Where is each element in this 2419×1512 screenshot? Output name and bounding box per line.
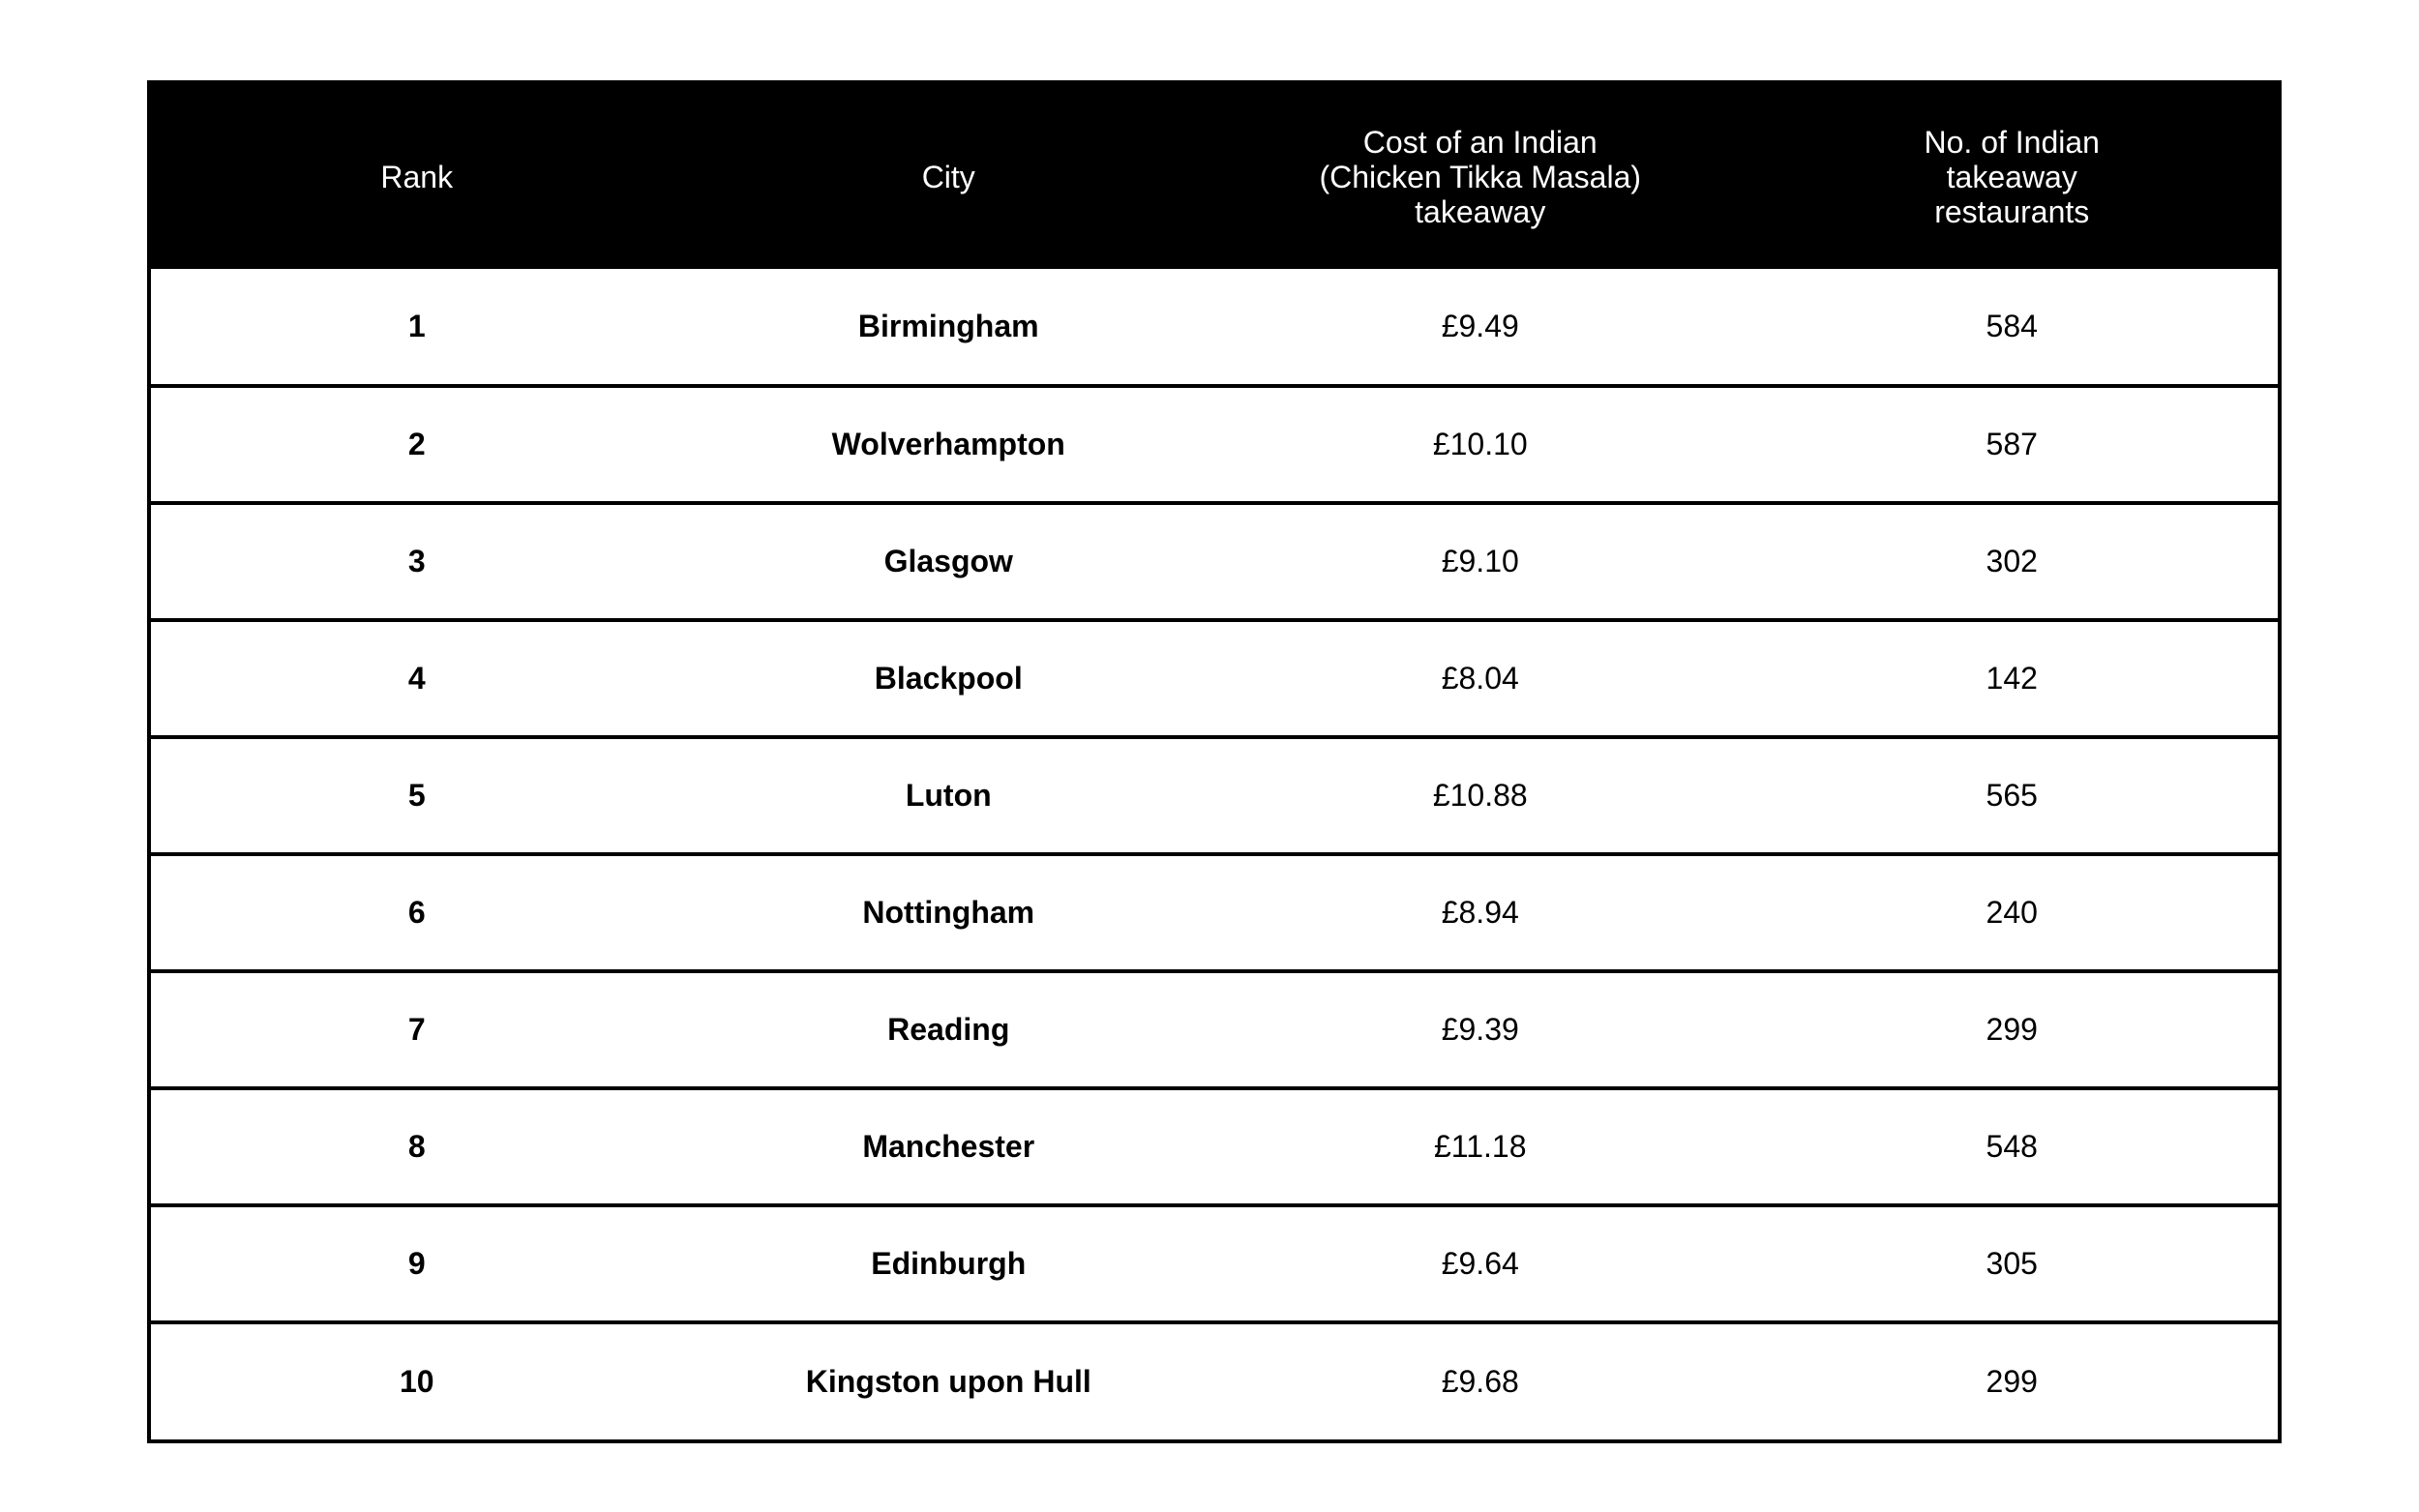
rank-cell: 7 <box>407 1012 426 1047</box>
count-cell: 240 <box>1986 895 2038 930</box>
cost-cell: £11.18 <box>1434 1129 1527 1164</box>
header-cost-line-1: Cost of an Indian <box>1362 124 1598 160</box>
city-cell: Manchester <box>862 1129 1035 1164</box>
cost-cell: £9.39 <box>1441 1012 1519 1047</box>
table-row <box>151 971 2278 1088</box>
rank-cell: 8 <box>407 1129 426 1164</box>
header-row <box>151 84 2278 269</box>
city-cell: Glasgow <box>883 544 1013 578</box>
header-rank <box>151 84 683 269</box>
count-cell: 299 <box>1986 1012 2038 1047</box>
table-row <box>151 1205 2278 1322</box>
table-row <box>151 854 2278 971</box>
header-count <box>1747 84 2279 269</box>
table-header <box>151 84 2278 269</box>
table-body <box>151 269 2278 1439</box>
count-cell: 548 <box>1986 1129 2038 1164</box>
rank-cell: 3 <box>407 544 426 578</box>
count-cell: 565 <box>1986 778 2038 813</box>
cost-cell: £9.68 <box>1441 1364 1519 1399</box>
cost-cell: £9.49 <box>1441 309 1519 343</box>
city-cell: Luton <box>905 778 992 813</box>
table-row <box>151 1322 2278 1439</box>
cost-cell: £9.64 <box>1441 1246 1519 1281</box>
rank-cell: 2 <box>407 427 426 461</box>
header-city-label: City <box>921 159 975 194</box>
header-cost-line-2: (Chicken Tikka Masala) <box>1319 159 1642 194</box>
count-cell: 587 <box>1986 427 2038 461</box>
city-cell: Nottingham <box>862 895 1035 930</box>
rank-cell: 1 <box>407 309 426 343</box>
city-cell: Kingston upon Hull <box>805 1364 1091 1399</box>
city-cell: Wolverhampton <box>831 427 1065 461</box>
city-cell: Reading <box>887 1012 1010 1047</box>
rank-cell: 9 <box>407 1246 426 1281</box>
header-count-line-1: No. of Indian <box>1924 124 2100 160</box>
rank-cell: 5 <box>407 778 426 813</box>
ranking-table <box>151 84 2278 1439</box>
city-cell: Blackpool <box>874 661 1023 696</box>
ranking-table-container <box>147 80 2282 1443</box>
count-cell: 142 <box>1986 661 2038 696</box>
table-row <box>151 386 2278 503</box>
cost-cell: £10.10 <box>1432 427 1528 461</box>
count-cell: 305 <box>1986 1246 2038 1281</box>
rank-cell: 4 <box>407 661 426 696</box>
city-cell: Edinburgh <box>871 1246 1027 1281</box>
cost-cell: £8.04 <box>1441 661 1519 696</box>
city-cell: Birmingham <box>857 309 1039 343</box>
count-cell: 584 <box>1986 309 2038 343</box>
count-cell: 302 <box>1986 544 2038 578</box>
table-row <box>151 620 2278 737</box>
table-row <box>151 1088 2278 1205</box>
cost-cell: £8.94 <box>1441 895 1519 930</box>
header-count-line-2: takeaway <box>1946 159 2077 194</box>
table-row <box>151 503 2278 620</box>
rank-cell: 10 <box>399 1364 434 1399</box>
table-row <box>151 737 2278 854</box>
cost-cell: £9.10 <box>1441 544 1519 578</box>
header-rank-label: Rank <box>380 159 454 194</box>
rank-cell: 6 <box>407 895 426 930</box>
count-cell: 299 <box>1986 1364 2038 1399</box>
header-city <box>683 84 1215 269</box>
header-cost <box>1214 84 1747 269</box>
table-row <box>151 269 2278 386</box>
header-count-line-3: restaurants <box>1934 193 2090 229</box>
cost-cell: £10.88 <box>1432 778 1528 813</box>
header-cost-line-3: takeaway <box>1415 193 1546 229</box>
